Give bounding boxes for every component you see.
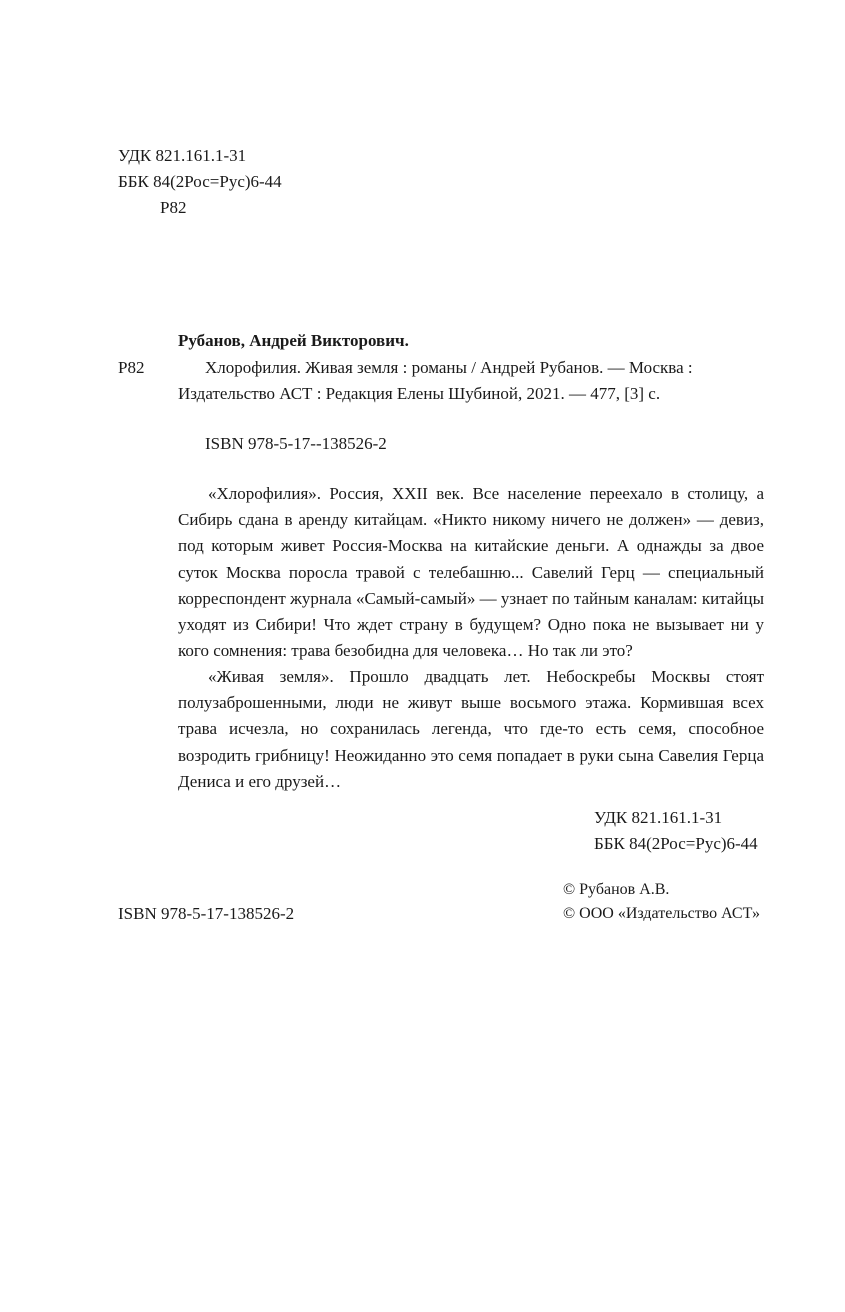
title-line-2: Издательство АСТ : Редакция Елены Шубиной, 2021. — 477, [3] с. xyxy=(178,384,661,403)
author-heading: Рубанов, Андрей Викторович. xyxy=(178,331,409,350)
annotation-paragraph-1: «Хлорофилия». Россия, XXII век. Все население переехало в столицу, а Сибирь сдана в аренду китайцам. «Никто никому ничего не должен» — девиз, под которым живет Россия-Москва на китайские деньги. А однажды за двое суток Москва поросла травой с телебашню... Савелий Герц — специальный корреспондент журнала «Самый-самый» — узнает по тайным каналам: китайцы уходят из Сибири! Что ждет страну в будущем? Одно пока не вызывает ни у кого сомнения: трава безобидна для человека… Но так ли это? xyxy=(178,484,764,661)
record-author-mark: Р82 xyxy=(118,358,145,377)
title-line-1: Хлорофилия. Живая земля : романы / Андрей Рубанов. — Москва : xyxy=(205,358,693,377)
copyright-publisher: © ООО «Издательство АСТ» xyxy=(563,905,760,922)
annotation-paragraph-2: «Живая земля». Прошло двадцать лет. Небоскребы Москвы стоят полузаброшенными, люди не живут выше восьмого этажа. Кормившая всех трава исчезла, но сохранилась легенда, что где-то есть семя, способное возродить грибницу! Неожиданно это семя попадает в руки сына Савелия Герца Дениса и его друзей… xyxy=(178,667,764,791)
bbk-code: ББК 84(2Рос=Рус)6-44 xyxy=(118,172,282,191)
footer-isbn: ISBN 978-5-17-138526-2 xyxy=(118,904,295,923)
footer-udk-code: УДК 821.161.1-31 xyxy=(594,808,723,827)
author-mark: Р82 xyxy=(160,198,187,217)
udk-code: УДК 821.161.1-31 xyxy=(118,146,247,165)
record-isbn: ISBN 978-5-17--138526-2 xyxy=(205,434,387,453)
copyright-author: © Рубанов А.В. xyxy=(563,881,670,898)
footer-bbk-code: ББК 84(2Рос=Рус)6-44 xyxy=(594,834,758,853)
